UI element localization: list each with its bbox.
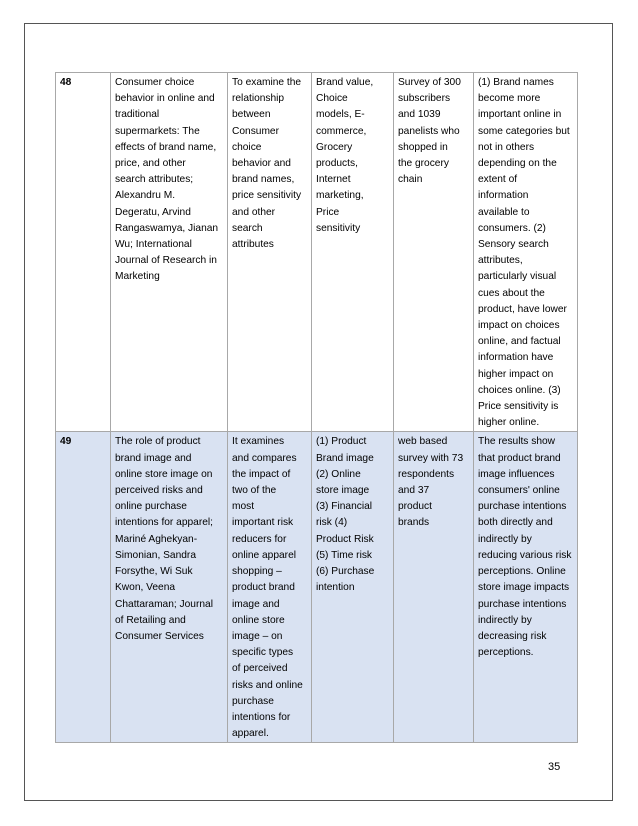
cell-line: Internet	[316, 174, 351, 186]
cell-line: To examine the	[232, 77, 302, 88]
cell-line: depending on the	[478, 158, 557, 170]
cell-line: search attributes;	[115, 174, 194, 186]
table-row	[56, 73, 578, 432]
methodology-cell	[394, 432, 474, 743]
cell-line: between	[232, 109, 271, 121]
cell-line: Marketing	[115, 271, 160, 283]
cell-line: perceptions.	[478, 647, 534, 659]
cell-line: (5) Time risk	[316, 549, 373, 561]
cell-line: Journal of Research in	[115, 255, 217, 267]
cell-line: Mariné Aghekyan-	[115, 533, 198, 545]
cell-line: Price	[316, 206, 340, 218]
cell-line: (1) Product	[316, 436, 367, 448]
cell-line: information	[478, 190, 529, 202]
cell-line: and compares	[232, 452, 297, 464]
cell-line: particularly visual	[478, 271, 557, 283]
row-number-cell: 48	[56, 73, 111, 432]
cell-line: store image impacts	[478, 582, 570, 594]
cell-line: shopped in	[398, 141, 448, 153]
cell-line: of Retailing and	[115, 614, 186, 626]
cell-line: survey with 73	[398, 452, 464, 464]
cell-line: effects of brand name,	[115, 141, 217, 153]
cell-line: subscribers	[398, 93, 451, 105]
cell-line: not in others	[478, 141, 535, 153]
cell-line: brand names,	[232, 174, 295, 186]
cell-line: behavior in online and	[115, 93, 215, 105]
cell-line: Sensory search	[478, 239, 549, 251]
cell-line: consumers' online	[478, 485, 560, 497]
cell-line: store image	[316, 485, 370, 497]
cell-line: purchase intentions	[478, 598, 567, 610]
cell-line: Consumer choice	[115, 77, 195, 88]
cell-line: Rangaswamya, Jianan	[115, 222, 219, 234]
cell-line: and 1039	[398, 109, 441, 121]
cell-line: price, and other	[115, 158, 186, 170]
row-number-cell: 49	[56, 432, 111, 743]
cell-line: most	[232, 501, 255, 513]
cell-line: It examines	[232, 436, 285, 448]
cell-line: Brand image	[316, 452, 374, 464]
cell-line: Wu; International	[115, 239, 192, 251]
cell-line: choices online. (3)	[478, 384, 561, 396]
cell-line: cues about the	[478, 287, 545, 299]
cell-line: the grocery	[398, 158, 449, 170]
cell-line: (2) Online	[316, 468, 361, 480]
cell-line: decreasing risk	[478, 630, 547, 642]
cell-line: choice	[232, 141, 262, 153]
cell-line: apparel.	[232, 728, 269, 740]
cell-line: search	[232, 222, 263, 234]
cell-line: that product brand	[478, 452, 561, 464]
cell-line: online apparel	[232, 549, 297, 561]
cell-line: (3) Financial	[316, 501, 373, 513]
title-authors-cell	[111, 432, 228, 743]
page-number: 35	[548, 761, 561, 773]
cell-line: commerce,	[316, 125, 367, 137]
cell-line: and 37	[398, 485, 430, 497]
cell-line: online, and factual	[478, 336, 561, 348]
cell-line: product brand	[232, 582, 295, 594]
cell-line: supermarkets: The	[115, 125, 200, 137]
cell-line: traditional	[115, 109, 160, 121]
literature-review-table	[55, 72, 578, 743]
cell-line: perceived risks and	[115, 485, 203, 497]
cell-line: attributes	[232, 239, 274, 251]
cell-line: online store	[232, 614, 285, 626]
cell-line: product, have lower	[478, 303, 567, 315]
cell-line: purchase intentions	[478, 501, 567, 513]
cell-line: The results show	[478, 436, 556, 448]
cell-line: Consumer	[232, 125, 279, 137]
cell-line: behavior and	[232, 158, 291, 170]
cell-line: Forsythe, Wi Suk	[115, 566, 193, 578]
cell-line: sensitivity	[316, 222, 361, 234]
cell-line: available to	[478, 206, 530, 218]
cell-line: (1) Brand names	[478, 77, 554, 88]
cell-line: price sensitivity	[232, 190, 302, 202]
cell-line: respondents	[398, 468, 455, 480]
table-body	[56, 73, 578, 743]
cell-line: Brand value,	[316, 77, 374, 88]
findings-cell	[474, 73, 578, 432]
cell-line: purchase	[232, 695, 274, 707]
objective-cell	[228, 432, 312, 743]
cell-line: Chattaraman; Journal	[115, 598, 213, 610]
cell-line: indirectly by	[478, 533, 532, 545]
findings-cell	[474, 432, 578, 743]
cell-line: brands	[398, 517, 430, 529]
cell-line: chain	[398, 174, 423, 186]
title-authors-cell	[111, 73, 228, 432]
cell-line: relationship	[232, 93, 285, 105]
cell-line: two of the	[232, 485, 277, 497]
cell-line: reducing various risk	[478, 549, 572, 561]
cell-line: online purchase	[115, 501, 187, 513]
cell-line: Grocery	[316, 141, 353, 153]
cell-line: and other	[232, 206, 276, 218]
cell-line: panelists who	[398, 125, 460, 137]
cell-line: product	[398, 501, 432, 513]
cell-line: Choice	[316, 93, 348, 105]
cell-line: Simonian, Sandra	[115, 549, 196, 561]
cell-line: impact on choices	[478, 320, 560, 332]
cell-line: both directly and	[478, 517, 553, 529]
cell-line: (6) Purchase	[316, 566, 375, 578]
cell-line: Price sensitivity is	[478, 401, 559, 413]
cell-line: extent of	[478, 174, 518, 186]
cell-line: Product Risk	[316, 533, 374, 545]
cell-line: specific types	[232, 647, 294, 659]
cell-line: products,	[316, 158, 358, 170]
cell-line: important online in	[478, 109, 562, 121]
cell-line: become more	[478, 93, 541, 105]
variables-cell	[312, 73, 394, 432]
cell-line: image and	[232, 598, 280, 610]
cell-line: intentions for apparel;	[115, 517, 213, 529]
cell-line: higher online.	[478, 417, 540, 429]
cell-line: some categories but	[478, 125, 570, 137]
cell-line: shopping –	[232, 566, 282, 578]
cell-line: attributes,	[478, 255, 523, 267]
cell-line: online store image on	[115, 468, 213, 480]
cell-line: intentions for	[232, 711, 291, 723]
cell-line: risks and online	[232, 679, 303, 691]
cell-line: image – on	[232, 630, 283, 642]
cell-line: higher impact on	[478, 368, 554, 380]
cell-line: marketing,	[316, 190, 364, 202]
cell-line: risk (4)	[316, 517, 348, 529]
cell-line: brand image and	[115, 452, 192, 464]
cell-line: important risk	[232, 517, 294, 529]
cell-line: of perceived	[232, 663, 288, 675]
cell-line: consumers. (2)	[478, 222, 546, 234]
cell-line: Alexandru M.	[115, 190, 176, 202]
cell-line: Survey of 300	[398, 77, 461, 88]
cell-line: Consumer Services	[115, 630, 204, 642]
cell-line: Kwon, Veena	[115, 582, 176, 594]
cell-line: web based	[398, 436, 448, 448]
cell-line: Degeratu, Arvind	[115, 206, 191, 218]
cell-line: information have	[478, 352, 554, 364]
variables-cell	[312, 432, 394, 743]
objective-cell	[228, 73, 312, 432]
table-row	[56, 432, 578, 743]
cell-line: perceptions. Online	[478, 566, 566, 578]
cell-line: The role of product	[115, 436, 201, 448]
cell-line: intention	[316, 582, 355, 594]
cell-line: indirectly by	[478, 614, 532, 626]
cell-line: reducers for	[232, 533, 287, 545]
cell-line: models, E-	[316, 109, 365, 121]
cell-line: the impact of	[232, 468, 291, 480]
cell-line: image influences	[478, 468, 555, 480]
methodology-cell	[394, 73, 474, 432]
